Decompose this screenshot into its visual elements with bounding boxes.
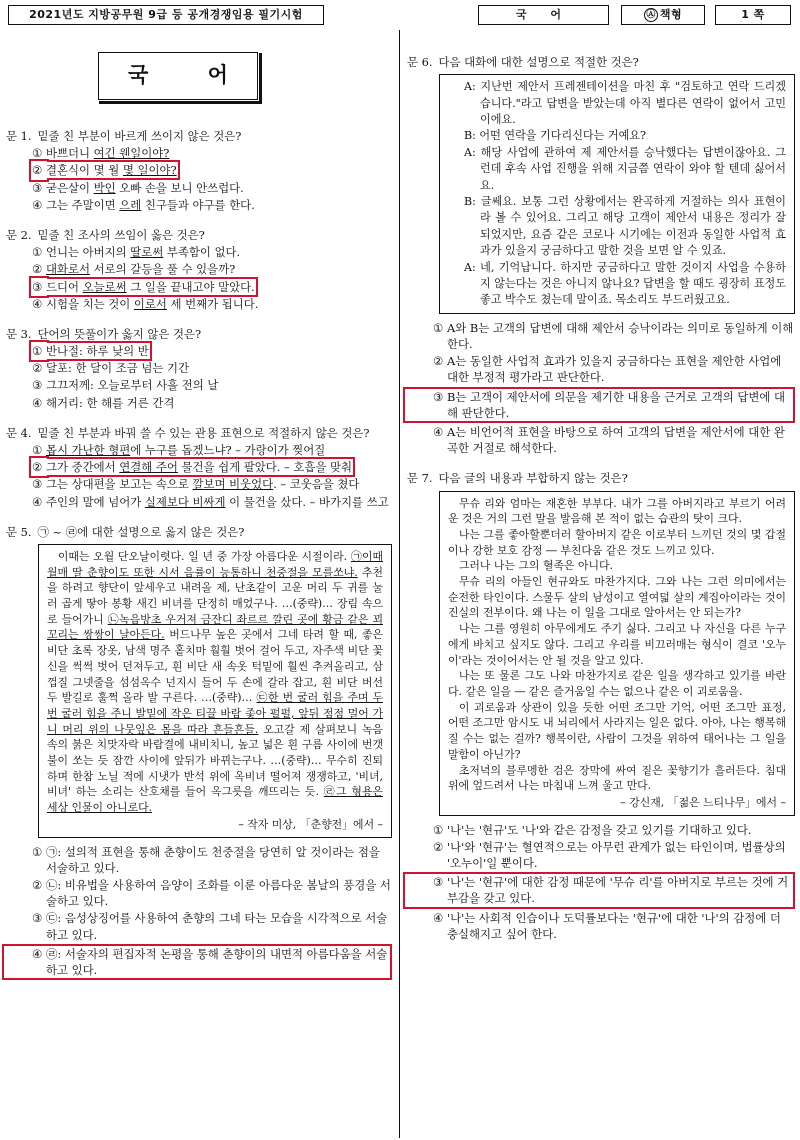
- option-marker: ①: [32, 844, 43, 859]
- option-1[interactable]: [6, 844, 392, 876]
- dialogue-line: B: 글쎄요. 보통 그런 상황에서는 완곡하게 거절하는 의사 표현이라 볼 수 있어요. 그리고 해당 고객이 제안서 내용은 정리가 잘되었지만, 요즘 같은 코로나 시기에는 이전과 동일한 사업적 효과가 있을지 궁금하다고 말한 것을 보면 알 수 있죠.: [464, 195, 786, 258]
- dialogue-line: B: 어떤 연락을 기다리신다는 거예요?: [464, 129, 646, 143]
- question-7: [407, 470, 795, 942]
- option-text: 그는 주말이면: [46, 197, 120, 212]
- option-3[interactable]: [403, 872, 795, 908]
- option-text: 서로의 갈등을 풀 수 있을까?: [90, 262, 236, 277]
- question-1: [6, 128, 392, 213]
- question-stem: [6, 227, 392, 243]
- option-marker: ②: [32, 460, 43, 475]
- underlined-text: ㉣그 형용은 세상 인물이 아니로다.: [47, 785, 383, 815]
- underlined-text: ㉡녹음방초 우거져 금잔디 좌르르 깔린 곳에 황금 같은 꾀꼬리는 쌍쌍이 날아든다.: [47, 612, 383, 642]
- option-1[interactable]: [6, 343, 392, 359]
- option-text: 굳은살이: [46, 180, 94, 195]
- reading-passage: [38, 544, 392, 838]
- passage-text: 이때는 오월 단오날이렷다. 일 년 중 가장 아름다운 시절이라.: [57, 549, 348, 563]
- option-1[interactable]: [6, 442, 392, 458]
- option-marker: ①: [32, 146, 43, 161]
- booklet-type-label: 책형: [659, 8, 683, 22]
- booklet-type-header: [621, 5, 705, 25]
- dialogue-line: A: 네, 기억납니다. 하지만 궁금하다고 말한 것이지 사업을 수용하지 않는다는 것은 아니지 않나요? 답변을 할 때도 굉장히 표정도 좋고 박수도 쳤는데 말이죠. 목소리도 부드러웠고요.: [464, 260, 786, 307]
- option-marker: ③: [32, 911, 43, 926]
- option-2[interactable]: [6, 261, 392, 277]
- option-text: '나'는 사회적 인습이나 도덕률보다는 '현규'에 대한 '나'의 감정에 더 충실해지고 싶어 한다.: [447, 910, 781, 941]
- subject-title-box: [98, 52, 258, 100]
- dialogue-line: A: 지난번 제안서 프레젠테이션을 마친 후 "검토하고 연락 드리겠습니다."라고 답변을 받았는데 아직 별다른 연락이 없어서 고민이에요.: [464, 80, 786, 126]
- option-text: 그가 중간에서: [46, 460, 120, 475]
- option-marker: ④: [32, 946, 43, 961]
- underlined-text: 깔보며 비웃었다: [192, 477, 274, 492]
- passage-paragraph: 그러나 나는 그의 혈족은 아니다.: [458, 559, 613, 573]
- option-text: '나'와 '현규'는 혈연적으로는 아무런 관계가 없는 타인이며, 법률상의 '오누이'일 뿐이다.: [447, 839, 786, 870]
- option-4[interactable]: [407, 424, 795, 456]
- option-text: 에 누구를 돕겠느냐? – 가랑이가 찢어질: [130, 443, 326, 457]
- option-4[interactable]: [6, 395, 392, 411]
- option-marker: ③: [32, 279, 43, 294]
- question-text: ㉠ ~ ㉣에 대한 설명으로 옳지 않은 것은?: [37, 524, 245, 539]
- option-3[interactable]: [6, 476, 392, 492]
- option-text: 그는 상대편을 보고는 속으로: [46, 477, 193, 492]
- option-text: 해거리: 한 해를 거른 간격: [46, 395, 175, 410]
- option-text: 세 번째가 됩니다.: [166, 296, 259, 311]
- option-marker: ④: [433, 910, 444, 925]
- option-2[interactable]: [407, 839, 795, 871]
- passage-text: 오고갈 제 살펴보니 녹음 속의 붉은 치맛자락 바람결에 내비치니, 높고 넓은 흰 구름 사이에 번갯불이 쏘는 듯 잠깐 사이에 앞뒤가 바뀌는구나. …(중략)… 무수히 진퇴하며 한참 노닐 적에 시냇가 반석 위에 옥비녀 떨어져 쟁쟁하고, '비녀, 비녀' 하는 소리는 산호채를 들어 옥그릇을 깨뜨리는 듯.: [47, 722, 383, 799]
- option-4[interactable]: [6, 197, 392, 213]
- option-text: . – 코웃음을 쳤다: [273, 477, 360, 492]
- question-stem: [407, 54, 795, 70]
- option-text: 드디어: [46, 279, 83, 294]
- underlined-text: 딸로써: [130, 245, 164, 260]
- question-number: 문 2.: [6, 227, 32, 242]
- reading-passage: [439, 491, 795, 816]
- option-text: 달포: 한 달이 조금 넘는 기간: [46, 361, 189, 376]
- option-marker: ①: [433, 320, 444, 335]
- option-marker: ③: [32, 378, 43, 393]
- underlined-text: 실제보다 비싸게: [144, 494, 226, 509]
- option-2[interactable]: [407, 353, 795, 385]
- column-divider: [399, 30, 400, 1138]
- option-text: 이 물건을 샀다. – 바가지를 쓰고: [225, 494, 389, 509]
- option-marker: ④: [32, 494, 43, 509]
- option-marker: ④: [32, 197, 43, 212]
- option-text: 반나절: 하루 낮의 반: [46, 344, 149, 359]
- exam-title-text: 2021년도 지방공무원 9급 등 공개경쟁임용 필기시험: [29, 8, 303, 22]
- question-4: [6, 425, 392, 510]
- question-stem: [6, 326, 392, 342]
- question-stem: [407, 470, 795, 486]
- passage-source: – 강신재, 「젊은 느티나무」에서 –: [620, 795, 786, 809]
- option-text: ㉣: 서술자의 편집자적 논평을 통해 춘향이의 내면적 아름다움을 서술하고 있다.: [46, 946, 388, 977]
- option-2[interactable]: [6, 459, 392, 475]
- option-text: 부족함이 없다.: [163, 245, 241, 260]
- option-marker: ④: [32, 296, 43, 311]
- question-5: [6, 524, 392, 980]
- option-marker: ③: [433, 389, 444, 404]
- option-text: 주인의 말에 넘어가: [46, 494, 145, 509]
- option-1[interactable]: [6, 244, 392, 260]
- option-marker: ①: [32, 344, 43, 359]
- question-3: [6, 326, 392, 411]
- booklet-type-mark: Ⓐ: [644, 8, 658, 22]
- option-marker: ①: [433, 822, 444, 837]
- underlined-text: 대화로서: [46, 262, 91, 277]
- passage-paragraph: 무슈 리와 엄마는 재혼한 부부다. 내가 그를 아버지라고 부르기 어려운 것은 거의 그런 말을 발음해 본 적이 없는 습관의 탓이 크다.: [448, 496, 786, 526]
- passage-paragraph: 나는 그를 좋아할뿐더러 할아버지 같은 이로부터 느끼던 것의 몇 갑절이나 강한 보호 감정 ― 부친다움 같은 것도 느끼고 있다.: [448, 527, 786, 557]
- question-text: 밑줄 친 부분과 바꿔 쓸 수 있는 관용 표현으로 적절하지 않은 것은?: [37, 425, 370, 440]
- subject-text: 국 어: [515, 8, 572, 22]
- option-text: 바쁘더니: [46, 146, 94, 161]
- question-number: 문 6.: [407, 55, 433, 69]
- option-marker: ②: [32, 262, 43, 277]
- dialogue-line: A: 해당 사업에 관하여 제 제안서를 승낙했다는 답변이잖아요. 그런데 후속 사업 진행을 위해 지금쯤 연락이 와야 할 텐데 싫어서요.: [464, 145, 786, 192]
- question-stem: [6, 128, 392, 144]
- underlined-text: 여긴 웬일이야?: [93, 146, 170, 161]
- option-marker: ②: [32, 877, 43, 892]
- option-3[interactable]: [403, 387, 795, 423]
- option-text: A는 비언어적 표현을 바탕으로 하여 고객의 답변을 제안서에 대한 완곡한 거절로 해석한다.: [447, 425, 785, 456]
- option-marker: ④: [32, 395, 43, 410]
- option-text: '나'는 '현규'도 '나'와 같은 감정을 갖고 있기를 기대하고 있다.: [447, 822, 752, 837]
- option-marker: ②: [433, 354, 444, 369]
- passage-paragraph: 나는 그를 영원히 아무에게도 주기 싫다. 그리고 나 자신을 다른 누구에게 바치고 싶지도 않다. 그리고 우리를 비끄러매는 형식이 결코 '오누이'라는 것이어서는 안 될 것을 알고 있다.: [448, 622, 786, 667]
- option-marker: ②: [32, 163, 43, 178]
- question-number: 문 7.: [407, 471, 433, 486]
- passage-paragraph: 무슈 리의 아들인 현규와도 마찬가지다. 그와 나는 그런 의미에서는 순전한 타인이다. 스물두 살의 남성이고 열여덟 살의 계집아이라는 것이 진실의 전부이다. 왜 나는 이 일을 그대로 알아서는 안 되는가?: [448, 575, 786, 620]
- option-text: 친구들과 야구를 한다.: [141, 197, 255, 212]
- option-1[interactable]: [6, 145, 392, 161]
- question-stem: [6, 425, 392, 441]
- question-text: 다음 대화에 대한 설명으로 적절한 것은?: [438, 55, 639, 69]
- passage-source: – 작자 미상, 「춘향전」에서 –: [238, 817, 383, 831]
- option-marker: ③: [433, 875, 444, 890]
- option-marker: ②: [433, 839, 444, 854]
- passage-paragraph: [47, 549, 383, 816]
- option-text: ㉡: 비유법을 사용하여 음양이 조화를 이룬 아름다운 봄날의 풍경을 서술하고 있다.: [46, 877, 391, 909]
- underlined-text: 연결해 주어: [119, 460, 178, 475]
- underlined-text: ㉢한 번 굴러 힘을 주며 두 번 굴러 힘을 주니 발밑에 작은 티끌 바람 좇아 펄펄, 앞뒤 점점 멀어 가니 머리 위의 나뭇잎은 몸을 따라 흔들흔들.: [47, 691, 383, 736]
- option-text: '나'는 '현규'에 대한 감정 때문에 '무슈 리'를 아버지로 부르는 것에 거부감을 갖고 있다.: [447, 875, 789, 906]
- option-text: 언니는 아버지의: [46, 245, 131, 260]
- option-text: A와 B는 고객의 답변에 대해 제안서 승낙이라는 의미로 동일하게 이해한다.: [447, 320, 794, 352]
- underlined-text: 오늘로써: [82, 279, 127, 294]
- option-2[interactable]: [6, 877, 392, 909]
- option-text: 물건을 쉽게 팔았다. – 호흡을 맞춰: [177, 460, 352, 475]
- option-3[interactable]: [6, 910, 392, 942]
- question-text: 밑줄 친 부분이 바르게 쓰이지 않은 것은?: [37, 129, 242, 143]
- option-text: A는 동일한 사업적 효과가 있을지 궁금하다는 표현을 제안한 사업에 대한 부정적 평가라고 판단한다.: [447, 354, 782, 385]
- option-1[interactable]: [407, 320, 795, 352]
- underlined-text: 으레: [119, 197, 142, 212]
- question-text: 밑줄 친 조사의 쓰임이 옳은 것은?: [37, 227, 205, 242]
- option-2[interactable]: [6, 360, 392, 376]
- option-3[interactable]: [6, 180, 392, 196]
- passage-text: 버드나무 높은 곳에서 그네 타려 할 때, 좋은 비단 초록 장옷, 남색 명주 홑치마 훨훨 벗어 걸어 두고, 자주색 비단 꽃신을 썩썩 벗어 던져두고, 흰 비단 새 속옷 턱밑에 훨씬 추켜올리고, 삼 껍질 그넷줄을 섬섬옥수 넌지시 들어 두 손에 갈라 잡고, 흰 비단 버선 두 발길로 훌쩍 올라 발 구른다. …(중략)…: [47, 628, 384, 705]
- option-marker: ③: [32, 477, 43, 492]
- question-text: 단어의 뜻풀이가 옳지 않은 것은?: [37, 326, 202, 341]
- page-number-text: 1 쪽: [741, 8, 765, 22]
- option-4[interactable]: [6, 494, 392, 510]
- question-number: 문 1.: [6, 129, 32, 143]
- question-number: 문 4.: [6, 425, 32, 440]
- option-text: 그 일을 끝내고야 말았다.: [126, 279, 255, 294]
- option-marker: ④: [433, 425, 444, 439]
- option-4[interactable]: [407, 910, 795, 942]
- option-marker: ②: [32, 361, 43, 376]
- option-4[interactable]: [6, 296, 392, 312]
- question-text: 다음 글의 내용과 부합하지 않는 것은?: [438, 471, 628, 486]
- underlined-text: ㉠이때 월매 딸 춘향이도 또한 시서 음률이 능통하니 천중절을 모를쏘냐.: [47, 549, 384, 579]
- option-2[interactable]: [6, 162, 392, 178]
- option-3[interactable]: [6, 377, 392, 393]
- question-6: [407, 54, 795, 456]
- underlined-text: 이로서: [133, 296, 167, 311]
- passage-paragraph: 초저녁의 블루멩한 검은 장막에 싸여 짙은 꽃향기가 흘러든다. 침대 위에 엎드려서 나는 마침내 느껴 울고 만다.: [448, 763, 786, 793]
- option-4[interactable]: [2, 944, 392, 980]
- exam-title-header: [8, 5, 324, 25]
- option-3[interactable]: [6, 279, 392, 295]
- passage-paragraph: 나는 또 물론 그도 나와 마찬가지로 같은 일을 생각하고 있기를 바란다. 같은 일을 ― 같은 즐거움일 수는 없으나 같은 이 괴로움을.: [448, 669, 786, 698]
- underlined-text: 몹시 가난한 형편: [46, 443, 131, 457]
- underlined-text: 박인: [93, 180, 116, 195]
- subject-header: [478, 5, 609, 25]
- underlined-text: 몇 일이야?: [122, 163, 177, 178]
- option-marker: ①: [32, 245, 43, 260]
- passage-text: 추천을 하려고 향단이 앞세우고 내려올 제, 난초같이 고운 머리 두 귀를 눌러 곱게 땋아 봉황 새긴 비녀를 단정히 매었구나. …(중략)… 장림 속으로 들어가니: [47, 565, 383, 626]
- option-marker: ①: [32, 443, 43, 457]
- passage-paragraph: 이 괴로움과 상관이 있을 듯한 어떤 조그만 기억, 어떤 조그만 표정, 어떤 조그만 암시도 내 뇌리에서 사라지는 일은 없다. 아아, 나는 행복해질 수는 없는 걸까? 행복이란, 사람이 그것을 위하여 태어나는 그 일을 말함이 아닌가?: [448, 700, 786, 761]
- question-stem: [6, 524, 392, 540]
- option-text: B는 고객이 제안서에 의문을 제기한 내용을 근거로 고객의 답변에 대해 판단한다.: [447, 389, 786, 420]
- question-2: [6, 227, 392, 312]
- option-text: 결혼식이 몇 월: [46, 163, 123, 178]
- option-1[interactable]: [407, 822, 795, 838]
- option-text: ㉠: 설의적 표현을 통해 춘향이도 천중절을 당연히 알 것이라는 점을 서술하고 있다.: [46, 844, 380, 875]
- option-text: ㉢: 음성상징어를 사용하여 춘향의 그네 타는 모습을 시각적으로 서술하고 있다.: [46, 911, 388, 942]
- option-text: 그끄저께: 오늘로부터 사흘 전의 날: [46, 378, 219, 393]
- page-number-header: [715, 5, 791, 25]
- subject-title: 국 어: [128, 63, 254, 88]
- option-text: 오빠 손을 보니 안쓰럽다.: [115, 180, 244, 195]
- dialogue-box: [439, 74, 795, 314]
- question-number: 문 5.: [6, 524, 32, 539]
- question-number: 문 3.: [6, 326, 32, 341]
- option-text: 시험을 치는 것이: [46, 296, 134, 311]
- left-column: [6, 30, 392, 980]
- right-column: [407, 30, 795, 942]
- option-marker: ③: [32, 180, 43, 195]
